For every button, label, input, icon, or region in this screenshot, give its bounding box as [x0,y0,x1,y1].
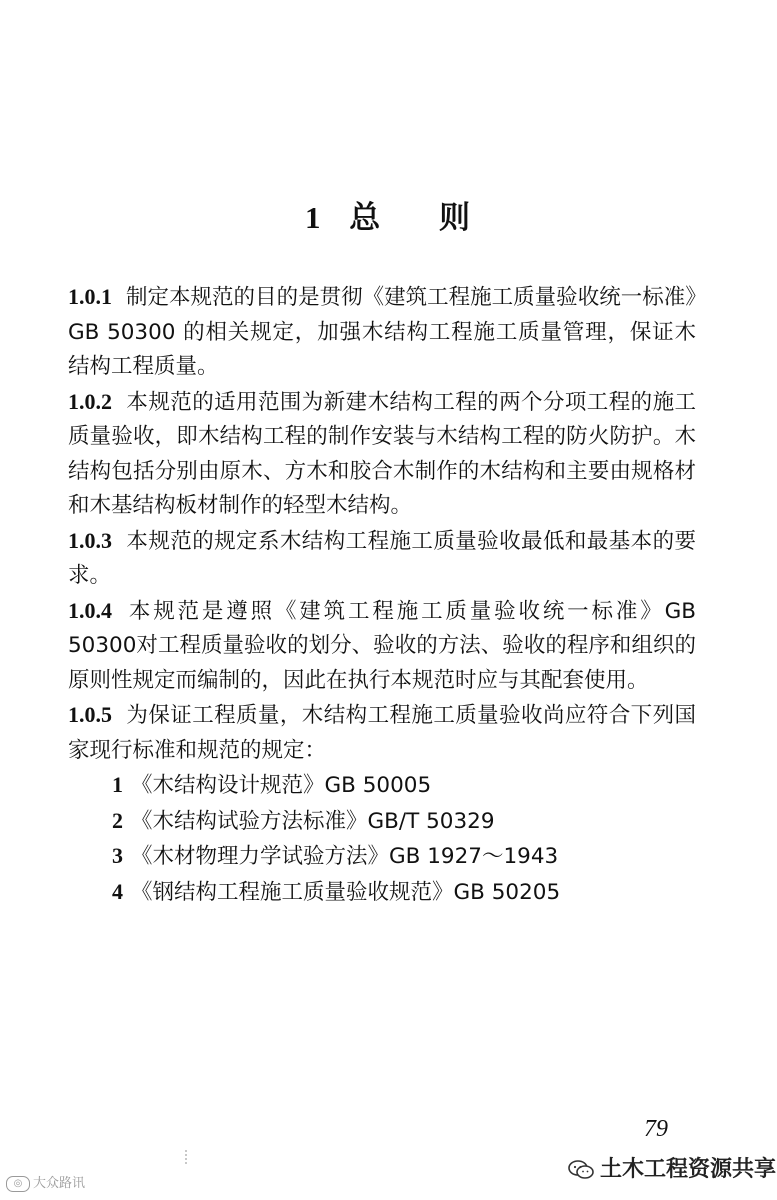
clause-text: 本规范的规定系木结构工程施工质量验收最低和最基本的要求。 [68,528,696,588]
chapter-body [68,280,696,910]
chapter-title-part1: 总 [349,200,383,236]
reference-text: 《钢结构工程施工质量验收规范》GB 50205 [131,879,561,905]
page-number: 79 [644,1116,668,1142]
watermark-left-text: 大众路讯 [33,1176,86,1191]
reference-list [68,768,696,910]
reference-index: 3 [112,843,123,868]
clause-1-0-5 [68,698,696,768]
clause-number: 1.0.5 [68,702,112,727]
clause-number: 1.0.3 [68,527,112,553]
reference-item [68,839,696,875]
reference-item [68,804,696,840]
clause-number: 1.0.1 [68,284,112,309]
clause-number: 1.0.4 [68,597,112,623]
clause-1-0-1 [68,280,696,385]
reference-item [68,875,696,911]
scan-mark [185,1150,193,1164]
wechat-icon [568,1160,594,1180]
watermark-right [568,1152,776,1183]
clause-text: 制定本规范的目的是贯彻《建筑工程施工质量验收统一标准》GB 50300 的相关规定，加强木结构工程施工质量管理，保证木结构工程质量。 [68,285,696,379]
clause-number: 1.0.2 [68,388,112,414]
clause-1-0-4 [68,594,696,699]
chapter-title [0,192,777,237]
clause-text: 本规范是遵照《建筑工程施工质量验收统一标准》GB 50300对工程质量验收的划分、验收的方法、验收的程序和组织的原则性规定而编制的，因此在执行本规范时应与其配套使用。 [68,598,696,693]
clause-1-0-2 [68,385,696,524]
reference-text: 《木材物理力学试验方法》GB 1927～1943 [131,844,559,869]
reference-index: 1 [112,772,123,797]
clause-text: 本规范的适用范围为新建木结构工程的两个分项工程的施工质量验收，即木结构工程的制作安装与木结构工程的防火防护。木结构包括分别由原木、方木和胶合木制作的木结构和主要由规格材和木基结构板材制作的轻型木结构。 [68,389,696,518]
watermark-right-text: 土木工程资源共享 [600,1157,777,1182]
reference-text: 《木结构设计规范》GB 50005 [131,773,432,798]
watermark-logo-icon: ◎ [6,1176,30,1192]
clause-1-0-3 [68,524,696,594]
chapter-number: 1 [304,200,323,235]
watermark-left [6,1172,85,1192]
chapter-title-part2: 则 [439,200,473,236]
reference-index: 4 [112,878,123,904]
reference-text: 《木结构试验方法标准》GB/T 50329 [131,808,495,834]
reference-index: 2 [112,807,123,833]
reference-item [68,768,696,804]
clause-text: 为保证工程质量，木结构工程施工质量验收尚应符合下列国家现行标准和规范的规定： [68,703,696,763]
